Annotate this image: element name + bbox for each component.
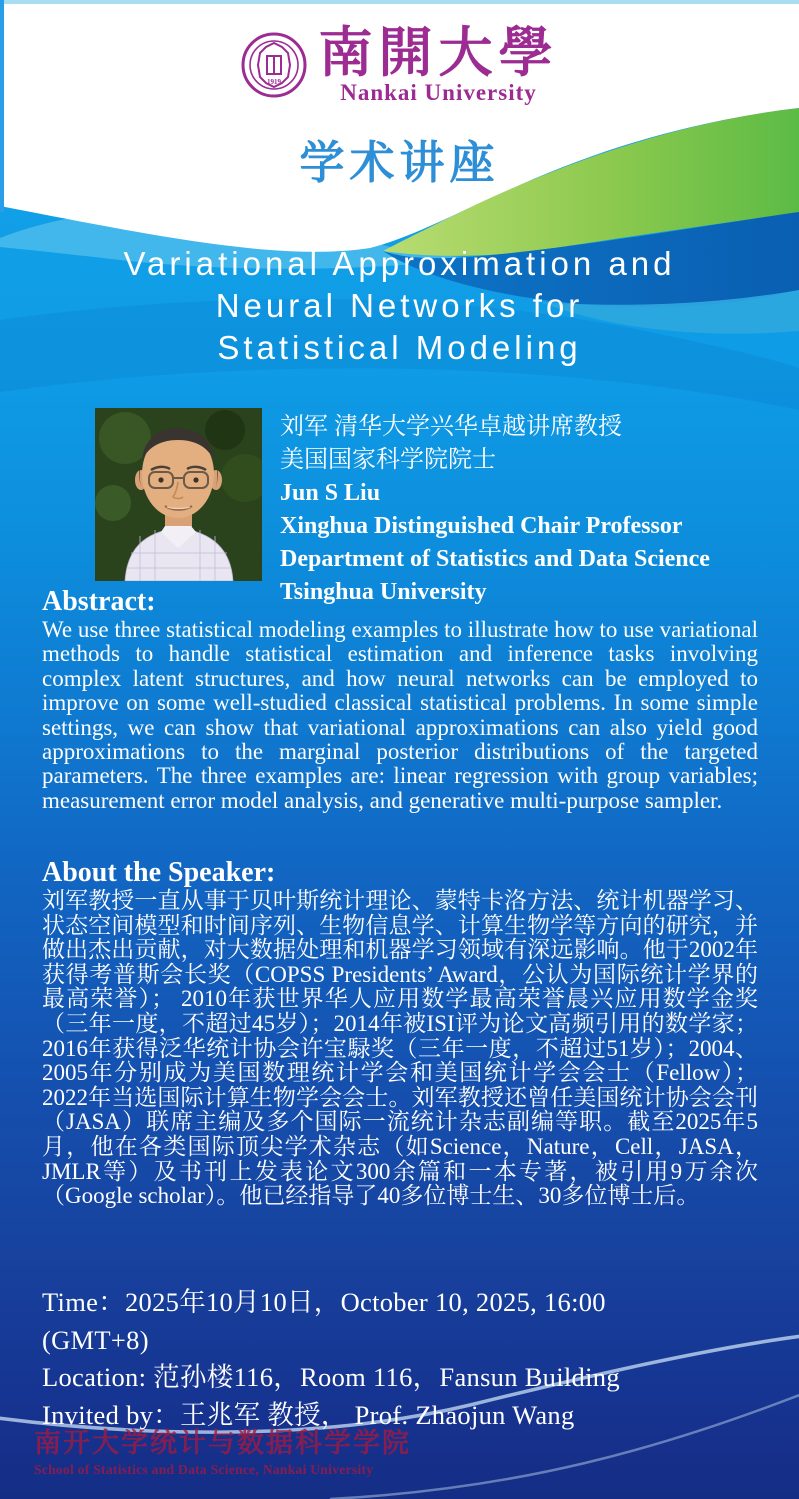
left-edge-line (0, 0, 4, 212)
speaker-department: Department of Statistics and Data Science (280, 546, 710, 572)
speaker-cn-title: 刘军 清华大学兴华卓越讲席教授 (280, 414, 622, 440)
speaker-info (280, 408, 710, 609)
event-location: Location: 范孙楼116，Room 116，Fansun Building (42, 1362, 620, 1392)
event-timezone: (GMT+8) (42, 1324, 149, 1355)
speaker-photo (95, 408, 262, 581)
lecture-title-line-1: Variational Approximation and (123, 245, 676, 282)
about-heading: About the Speaker: (42, 857, 276, 888)
seal-year: 1919 (266, 78, 281, 86)
logo-calligraphy: 南開大學 (318, 23, 559, 83)
about-speaker-section (42, 857, 758, 1209)
about-body: 刘军教授一直从事于贝叶斯统计理论、蒙特卡洛方法、统计机器学习、状态空间模型和时间序列、生物信息学、计算生物学等方向的研究，并做出杰出贡献，对大数据处理和机器学习领域有深远影响。他于2002年获得考普斯会长奖（COPSS Presidents’ Award，公认为国际统计学界的最高荣誉）； 2010年获世界华人应用数学最高荣誉晨兴应用数学金奖（三年一度，不超过45岁）；2014年被ISI评为论文高频引用的数学家；2016年获得泛华统计协会许宝騄奖（三年一度，不超过51岁）；2004、2005年分别成为美国数理统计学会和美国统计学会会士（Fellow）；2022年当选国际计算生物学会会士。刘军教授还曾任美国统计协会会刊（JASA）联席主编及多个国际一流统计杂志副编等职。截至2025年5月，他在各类国际顶尖学术杂志（如Science，Nature，Cell，JASA，JMLR等）及书刊上发表论文300余篇和一本专著，被引用9万余次（Google scholar）。他已经指导了40多位博士生、30多位博士后。 (42, 888, 758, 1209)
university-logo (0, 24, 799, 106)
page-title: 学术讲座 (299, 138, 500, 188)
abstract-heading: Abstract: (42, 586, 156, 617)
abstract-body: We use three statistical modeling examples to illustrate how to use variational methods to handle statistical estimation and inference tasks involving complex latent structures, and how neural networks can be employed to improve on some well-studied classical statistical problems. In some simple settings, we can show that variational approximations can also yield good approximations to the marginal posterior distributions of the targeted parameters. The three examples are: linear regression with group variables; measurement error model analysis, and generative multi-purpose sampler. (42, 617, 758, 813)
footer-watermark (34, 1428, 411, 1478)
lecture-title-line-3: Statistical Modeling (217, 329, 582, 366)
nankai-seal-icon (241, 32, 307, 98)
logo-wordmark: Nankai University (340, 80, 537, 105)
watermark-cn: 南开大学统计与数据科学学院 (34, 1428, 411, 1458)
event-details (42, 1284, 772, 1434)
speaker-cn-honor: 美国国家科学院院士 (280, 447, 496, 473)
lecture-title (0, 243, 799, 369)
watermark-en: School of Statistics and Data Science, Nankai University (34, 1462, 374, 1477)
lecture-title-line-2: Neural Networks for (215, 287, 584, 324)
abstract-section (42, 586, 758, 813)
speaker-block (95, 408, 765, 609)
event-invited-by: Invited by：王兆军 教授， Prof. Zhaojun Wang (42, 1399, 575, 1430)
event-time: Time：2025年10月10日，October 10, 2025, 16:00 (42, 1287, 606, 1317)
speaker-en-title: Xinghua Distinguished Chair Professor (280, 513, 683, 539)
speaker-university: Tsinghua University (280, 579, 487, 605)
top-edge-line (0, 0, 799, 4)
speaker-name: Jun S Liu (280, 480, 381, 506)
